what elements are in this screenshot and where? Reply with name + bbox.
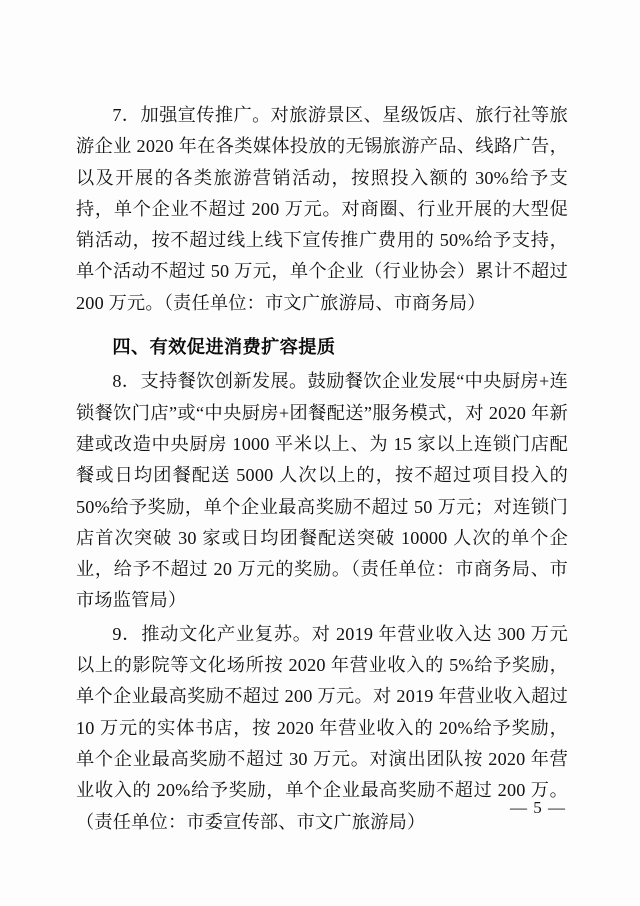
- section-heading-four: 四、有效促进消费扩容提质: [112, 337, 336, 358]
- paragraph-item-7: 7．加强宣传推广。对旅游景区、星级饭店、旅行社等旅游企业 2020 年在各类媒体投放的无锡旅游产品、线路广告，以及开展的各类旅游营销活动，按照投入额的 30%给予支持，单个企业不超过 200 万元。对商圈、行业开展的大型促销活动，按不超过线上线下宣传推广费用的 50%给予支持，单个活动不超过 50 万元，单个企业（行业协会）累计不超过 200 万元。（责任单位：市文广旅游局、市商务局）: [76, 105, 568, 313]
- paragraph-spacer: [76, 321, 568, 327]
- page-number: — 5 —: [510, 798, 566, 817]
- paragraph-item-9: 9．推动文化产业复苏。对 2019 年营业收入达 300 万元以上的影院等文化场所按 2020 年营业收入的 5%给予奖励，单个企业最高奖励不超过 200 万元。对 2019 年营业收入超过 10 万元的实体书店，按 2020 年营业收入的 20%给予奖励，单个企业最高奖励不超过 30 万元。对演出团队按 2020 年营业收入的 20%给予奖励，单个企业最高奖励不超过 200 万。（责任单位：市委宣传部、市文广旅游局）: [76, 623, 568, 832]
- paragraph-item-8: 8．支持餐饮创新发展。鼓励餐饮企业发展“中央厨房+连锁餐饮门店”或“中央厨房+团餐配送”服务模式，对 2020 年新建或改造中央厨房 1000 平米以上、为 15 家以上连锁门店配餐或日均团餐配送 5000 人次以上的，按不超过项目投入的 50%给予奖励，单个企业最高奖励不超过 50 万元；对连锁门店首次突破 30 家或日均团餐配送突破 10000 人次的单个企业，给予不超过 20 万元的奖励。（责任单位：市商务局、市市场监管局）: [76, 371, 568, 611]
- document-body: [76, 100, 568, 838]
